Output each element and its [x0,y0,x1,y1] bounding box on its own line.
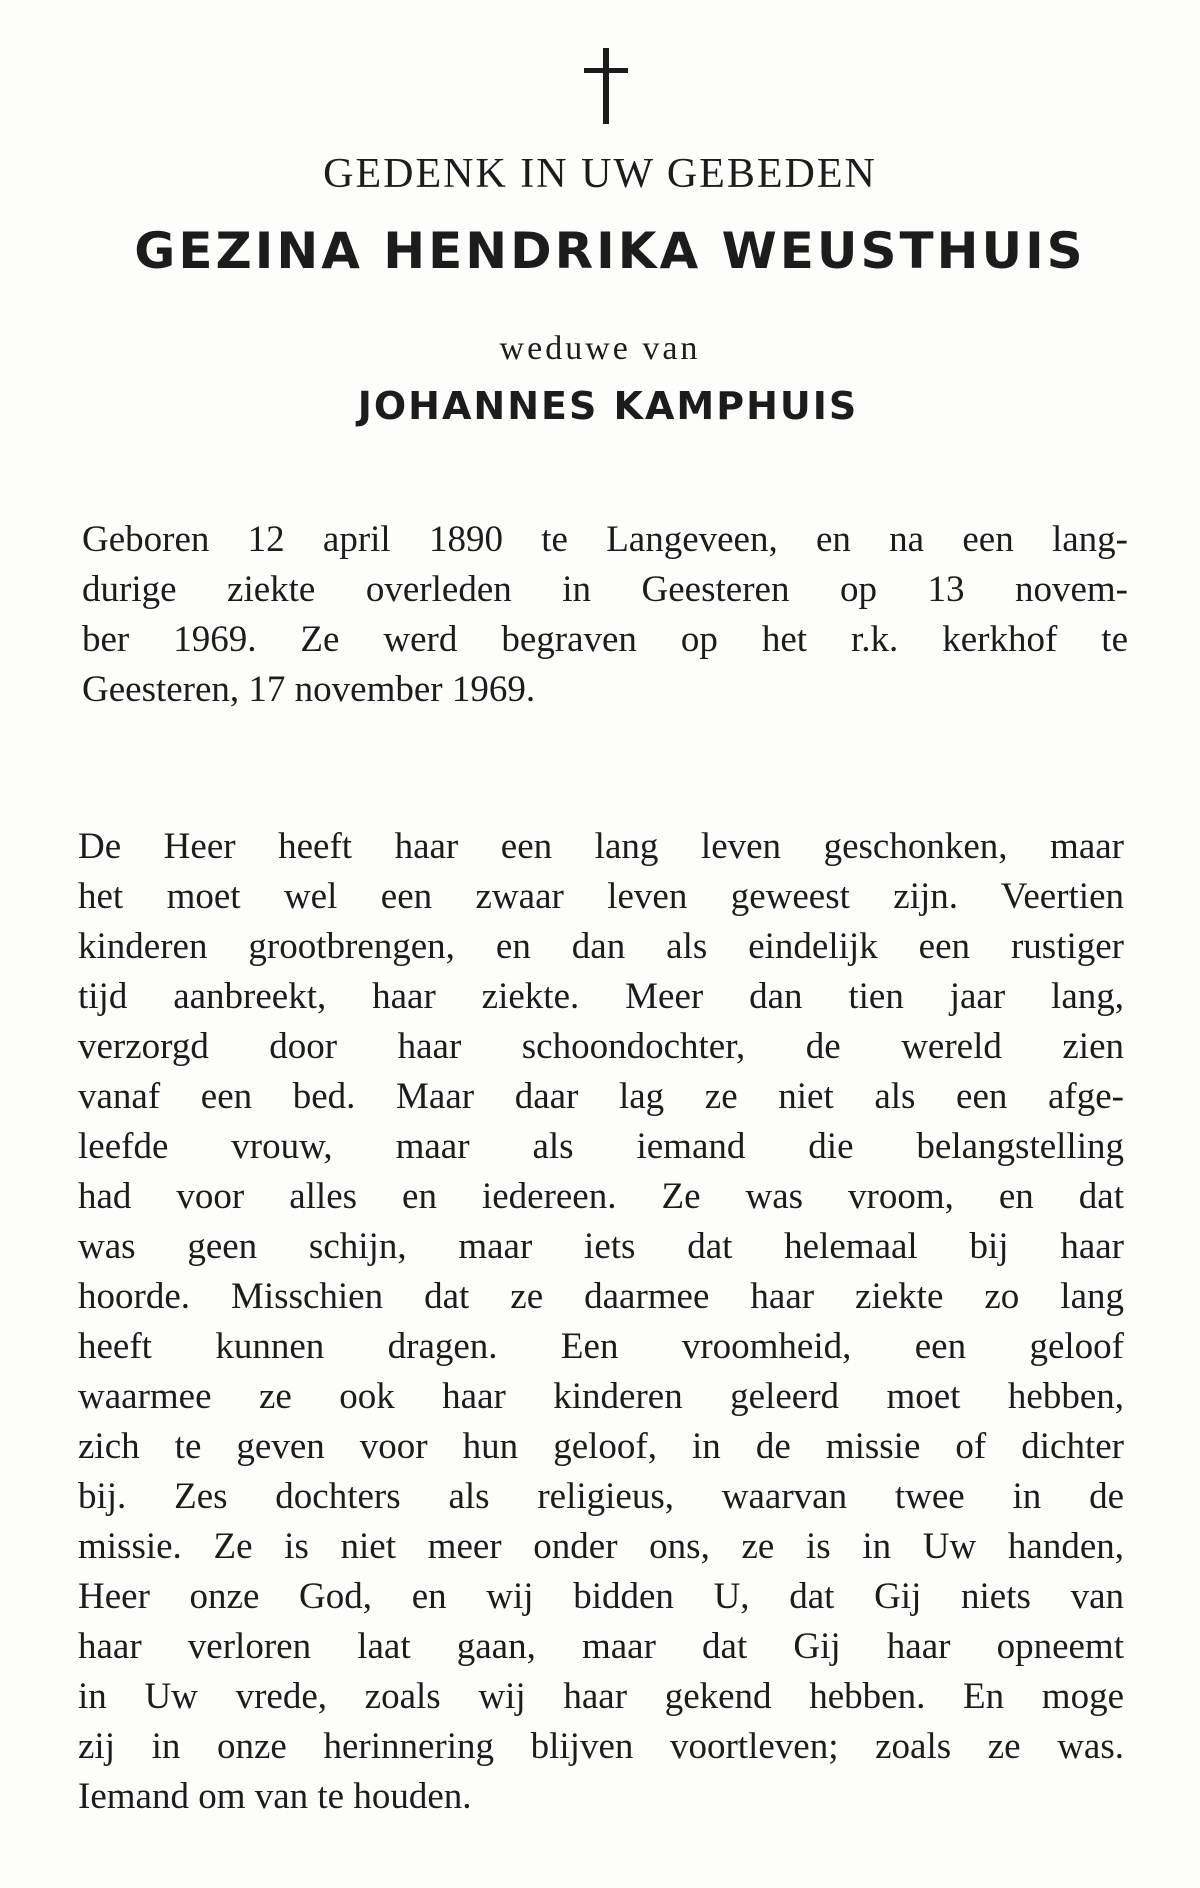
text-line: tijd aanbreekt, haar ziekte. Meer dan tien jaar lang, [78,976,1124,1017]
husband-name: JOHANNES KAMPHUIS [357,384,859,428]
deceased-name: GEZINA HENDRIKA WEUSTHUIS [134,222,1086,280]
text-line: kinderen grootbrengen, en dan als eindelijk een rustiger [78,926,1124,967]
text-line: had voor alles en iedereen. Ze was vroom, en dat [78,1176,1124,1217]
text-line: leefde vrouw, maar als iemand die belangstelling [78,1126,1124,1167]
text-line: waarmee ze ook haar kinderen geleerd moet hebben, [78,1376,1124,1417]
text-line: bij. Zes dochters als religieus, waarvan twee in de [78,1476,1124,1517]
text-line: Geesteren, 17 november 1969. [82,669,536,710]
text-line: Geboren 12 april 1890 te Langeveen, en na een lang- [82,519,1128,560]
text-line: ber 1969. Ze werd begraven op het r.k. kerkhof te [82,619,1128,660]
cross-icon [582,48,630,124]
text-line: missie. Ze is niet meer onder ons, ze is in Uw handen, [78,1526,1124,1567]
text-line: het moet wel een zwaar leven geweest zijn. Veertien [78,876,1124,917]
text-line: in Uw vrede, zoals wij haar gekend hebben. En moge [78,1676,1124,1717]
biography-paragraph [82,515,1128,715]
text-line: was geen schijn, maar iets dat helemaal bij haar [78,1226,1124,1267]
text-line: zij in onze herinnering blijven voortleven; zoals ze was. [78,1726,1124,1767]
text-line: verzorgd door haar schoondochter, de wereld zien [78,1026,1124,1067]
text-line: durige ziekte overleden in Geesteren op 13 novem- [82,569,1128,610]
text-line: De Heer heeft haar een lang leven geschonken, maar [78,826,1124,867]
text-line: heeft kunnen dragen. Een vroomheid, een geloof [78,1326,1124,1367]
text-line: haar verloren laat gaan, maar dat Gij haar opneemt [78,1626,1124,1667]
text-line: zich te geven voor hun geloof, in de missie of dichter [78,1426,1124,1467]
text-line: hoorde. Misschien dat ze daarmee haar ziekte zo lang [78,1276,1124,1317]
text-line: vanaf een bed. Maar daar lag ze niet als een afge- [78,1076,1124,1117]
widow-of-label: weduwe van [499,330,701,367]
tribute-paragraph [78,822,1124,1822]
heading: GEDENK IN UW GEBEDEN [323,151,877,197]
text-line: Iemand om van te houden. [78,1776,472,1817]
text-line: Heer onze God, en wij bidden U, dat Gij niets van [78,1576,1124,1617]
